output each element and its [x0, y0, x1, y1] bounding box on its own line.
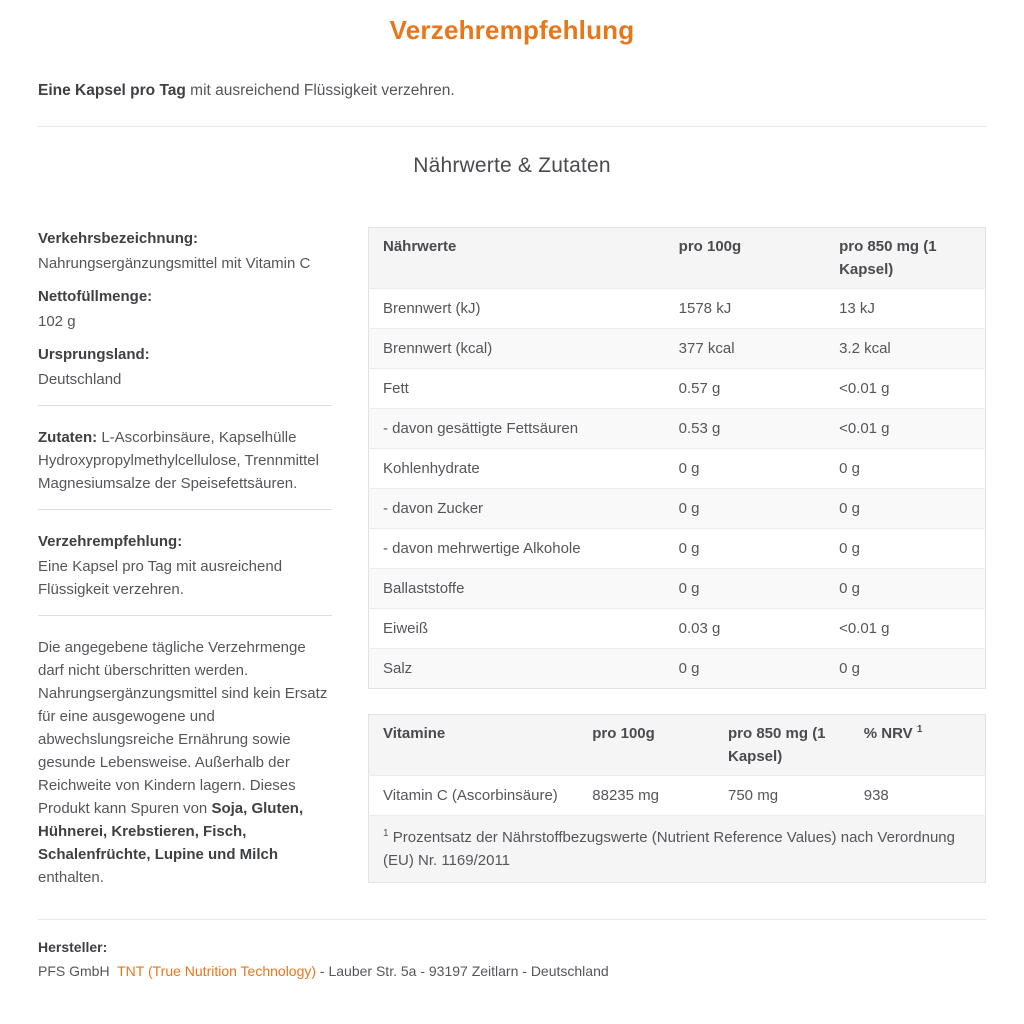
table-cell: - davon gesättigte Fettsäuren: [369, 409, 665, 449]
table-cell: 377 kcal: [665, 329, 825, 369]
table-cell: Brennwert (kJ): [369, 289, 665, 329]
table-cell: Eiweiß: [369, 609, 665, 649]
divider: [38, 509, 332, 510]
divider: [38, 615, 332, 616]
table-cell: Fett: [369, 369, 665, 409]
table-row: [369, 289, 986, 329]
zutaten-text: [38, 426, 332, 495]
table-header-cell: pro 100g: [578, 715, 714, 776]
divider: [38, 405, 332, 406]
table-cell: 0 g: [825, 569, 985, 609]
ursprungsland-value: Deutschland: [38, 371, 122, 388]
intro-bold-text: Eine Kapsel pro Tag: [38, 82, 186, 99]
warning-text: [38, 636, 332, 889]
table-cell: Vitamin C (Ascorbinsäure): [369, 776, 579, 816]
address-text: - Lauber Str. 5a - 93197 Zeitlarn - Deutschland: [316, 963, 609, 979]
table-cell: 0.57 g: [665, 369, 825, 409]
table-row: [369, 489, 986, 529]
brand-link[interactable]: TNT (True Nutrition Technology): [117, 963, 317, 979]
table-row: [369, 529, 986, 569]
table-header-cell: pro 850 mg (1 Kapsel): [825, 228, 985, 289]
manufacturer-footer: [38, 920, 986, 997]
table-header-cell: Nährwerte: [369, 228, 665, 289]
nutrition-column: [368, 227, 986, 889]
manufacturer-line: [38, 960, 986, 983]
zutaten-value: L-Ascorbinsäure, Kapselhülle Hydroxypropylmethylcellulose, Trennmittel Magnesiumsalze der Speisefettsäuren.: [38, 429, 319, 492]
table-cell: 0.03 g: [665, 609, 825, 649]
table-cell: Brennwert (kcal): [369, 329, 665, 369]
table-cell: 0.53 g: [665, 409, 825, 449]
nutrition-table: [368, 227, 986, 689]
verzehrempfehlung-label: Verzehrempfehlung:: [38, 533, 183, 550]
table-row: [369, 329, 986, 369]
vitamins-table: [368, 714, 986, 883]
table-row: [369, 776, 986, 816]
table-cell: 938: [850, 776, 986, 816]
nettofuellmenge-label: Nettofüllmenge:: [38, 288, 153, 305]
verzehrempfehlung-value: Eine Kapsel pro Tag mit ausreichend Flüssigkeit verzehren.: [38, 558, 283, 598]
table-cell: - davon mehrwertige Alkohole: [369, 529, 665, 569]
table-cell: 0 g: [665, 489, 825, 529]
table-cell: Ballaststoffe: [369, 569, 665, 609]
table-cell: 0 g: [825, 649, 985, 689]
table-header-row: [369, 715, 986, 776]
table-cell: 0 g: [825, 489, 985, 529]
content-columns: [38, 227, 986, 889]
table-cell: - davon Zucker: [369, 489, 665, 529]
table-row: [369, 609, 986, 649]
table-cell: 0 g: [825, 529, 985, 569]
table-cell: 0 g: [825, 449, 985, 489]
footnote-cell: [369, 816, 986, 883]
table-footnote-row: [369, 816, 986, 883]
table-row: [369, 569, 986, 609]
hersteller-label: Hersteller:: [38, 939, 108, 955]
table-cell: 0 g: [665, 529, 825, 569]
intro-text: [38, 79, 986, 102]
table-cell: Kohlenhydrate: [369, 449, 665, 489]
warning-allergens: Soja, Gluten, Hühnerei, Krebstieren, Fisch, Schalenfrüchte, Lupine und Milch: [38, 800, 304, 863]
table-header-cell: Vitamine: [369, 715, 579, 776]
footnote-text: Prozentsatz der Nährstoffbezugswerte (Nutrient Reference Values) nach Verordnung (EU) Nr. 1169/2011: [383, 829, 955, 869]
nrv-superscript: 1: [916, 724, 923, 735]
table-cell: 13 kJ: [825, 289, 985, 329]
table-cell: <0.01 g: [825, 409, 985, 449]
nettofuellmenge-value: 102 g: [38, 313, 76, 330]
table-cell: 1578 kJ: [665, 289, 825, 329]
table-cell: 3.2 kcal: [825, 329, 985, 369]
footnote-superscript: 1: [383, 828, 389, 839]
table-cell: 750 mg: [714, 776, 850, 816]
table-cell: 0 g: [665, 449, 825, 489]
table-row: [369, 409, 986, 449]
zutaten-label: Zutaten:: [38, 429, 98, 446]
table-cell: Salz: [369, 649, 665, 689]
table-cell: 88235 mg: [578, 776, 714, 816]
page-title: Verzehrempfehlung: [389, 15, 635, 45]
table-header-row: [369, 228, 986, 289]
table-cell: <0.01 g: [825, 609, 985, 649]
table-cell: 0 g: [665, 569, 825, 609]
table-header-cell: pro 100g: [665, 228, 825, 289]
table-row: [369, 369, 986, 409]
table-cell: <0.01 g: [825, 369, 985, 409]
divider: [38, 126, 986, 127]
ursprungsland-label: Ursprungsland:: [38, 346, 150, 363]
table-header-cell: pro 850 mg (1 Kapsel): [714, 715, 850, 776]
table-row: [369, 649, 986, 689]
verkehrsbezeichnung-label: Verkehrsbezeichnung:: [38, 230, 199, 247]
table-cell: 0 g: [665, 649, 825, 689]
section-title: Nährwerte & Zutaten: [413, 154, 611, 177]
table-header-cell-nrv: [850, 715, 986, 776]
warning-end: enthalten.: [38, 869, 104, 886]
table-row: [369, 449, 986, 489]
product-details-column: [38, 227, 332, 889]
company-name: PFS GmbH: [38, 963, 110, 979]
verkehrsbezeichnung-value: Nahrungsergänzungsmittel mit Vitamin C: [38, 255, 311, 272]
nrv-label: % NRV: [863, 725, 913, 742]
intro-rest-text: mit ausreichend Flüssigkeit verzehren.: [185, 82, 455, 99]
warning-start: Die angegebene tägliche Verzehrmenge darf nicht überschritten werden. Nahrungsergänzungsmittel sind kein Ersatz für eine ausgewogene und abwechslungsreiche Ernährung sowie gesunde Lebensweise. Außerhalb der Reichweite von Kindern lagern. Dieses Produkt kann Spuren von: [38, 639, 328, 817]
